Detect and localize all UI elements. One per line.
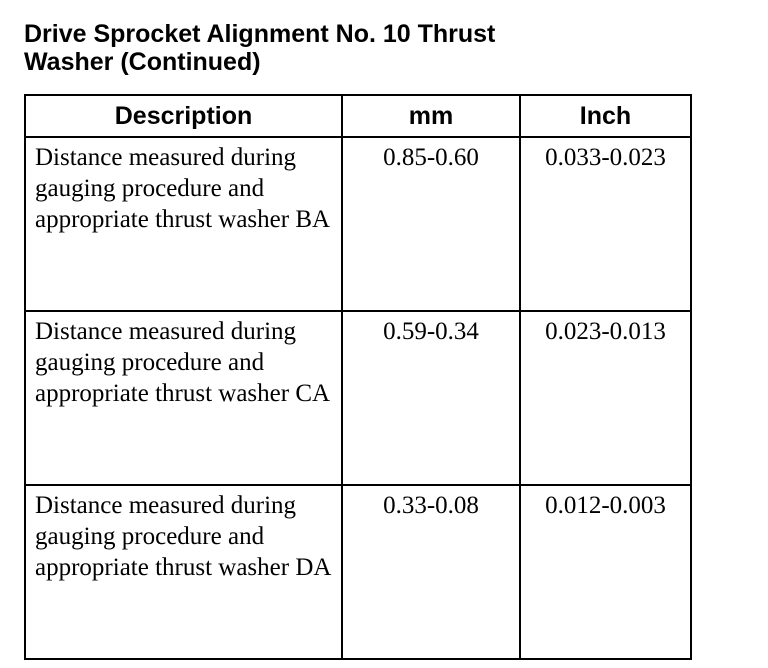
page-title-line-1: Drive Sprocket Alignment No. 10 Thrust	[24, 20, 496, 48]
table-row	[25, 485, 691, 659]
column-header-inch: Inch	[520, 95, 691, 137]
inch-cell: 0.033-0.023	[520, 137, 691, 311]
description-cell: Distance measured during gauging procedure and appropriate thrust washer CA	[25, 311, 342, 485]
page-title	[24, 20, 664, 76]
column-header-mm: mm	[342, 95, 520, 137]
description-cell: Distance measured during gauging procedure and appropriate thrust washer DA	[25, 485, 342, 659]
column-header-description: Description	[25, 95, 342, 137]
table-row	[25, 311, 691, 485]
page-title-line-2: Washer (Continued)	[24, 48, 261, 76]
description-cell: Distance measured during gauging procedure and appropriate thrust washer BA	[25, 137, 342, 311]
table-row	[25, 137, 691, 311]
inch-cell: 0.023-0.013	[520, 311, 691, 485]
thrust-washer-table	[24, 94, 692, 660]
inch-cell: 0.012-0.003	[520, 485, 691, 659]
table-header-row	[25, 95, 691, 137]
mm-cell: 0.33-0.08	[342, 485, 520, 659]
mm-cell: 0.85-0.60	[342, 137, 520, 311]
mm-cell: 0.59-0.34	[342, 311, 520, 485]
